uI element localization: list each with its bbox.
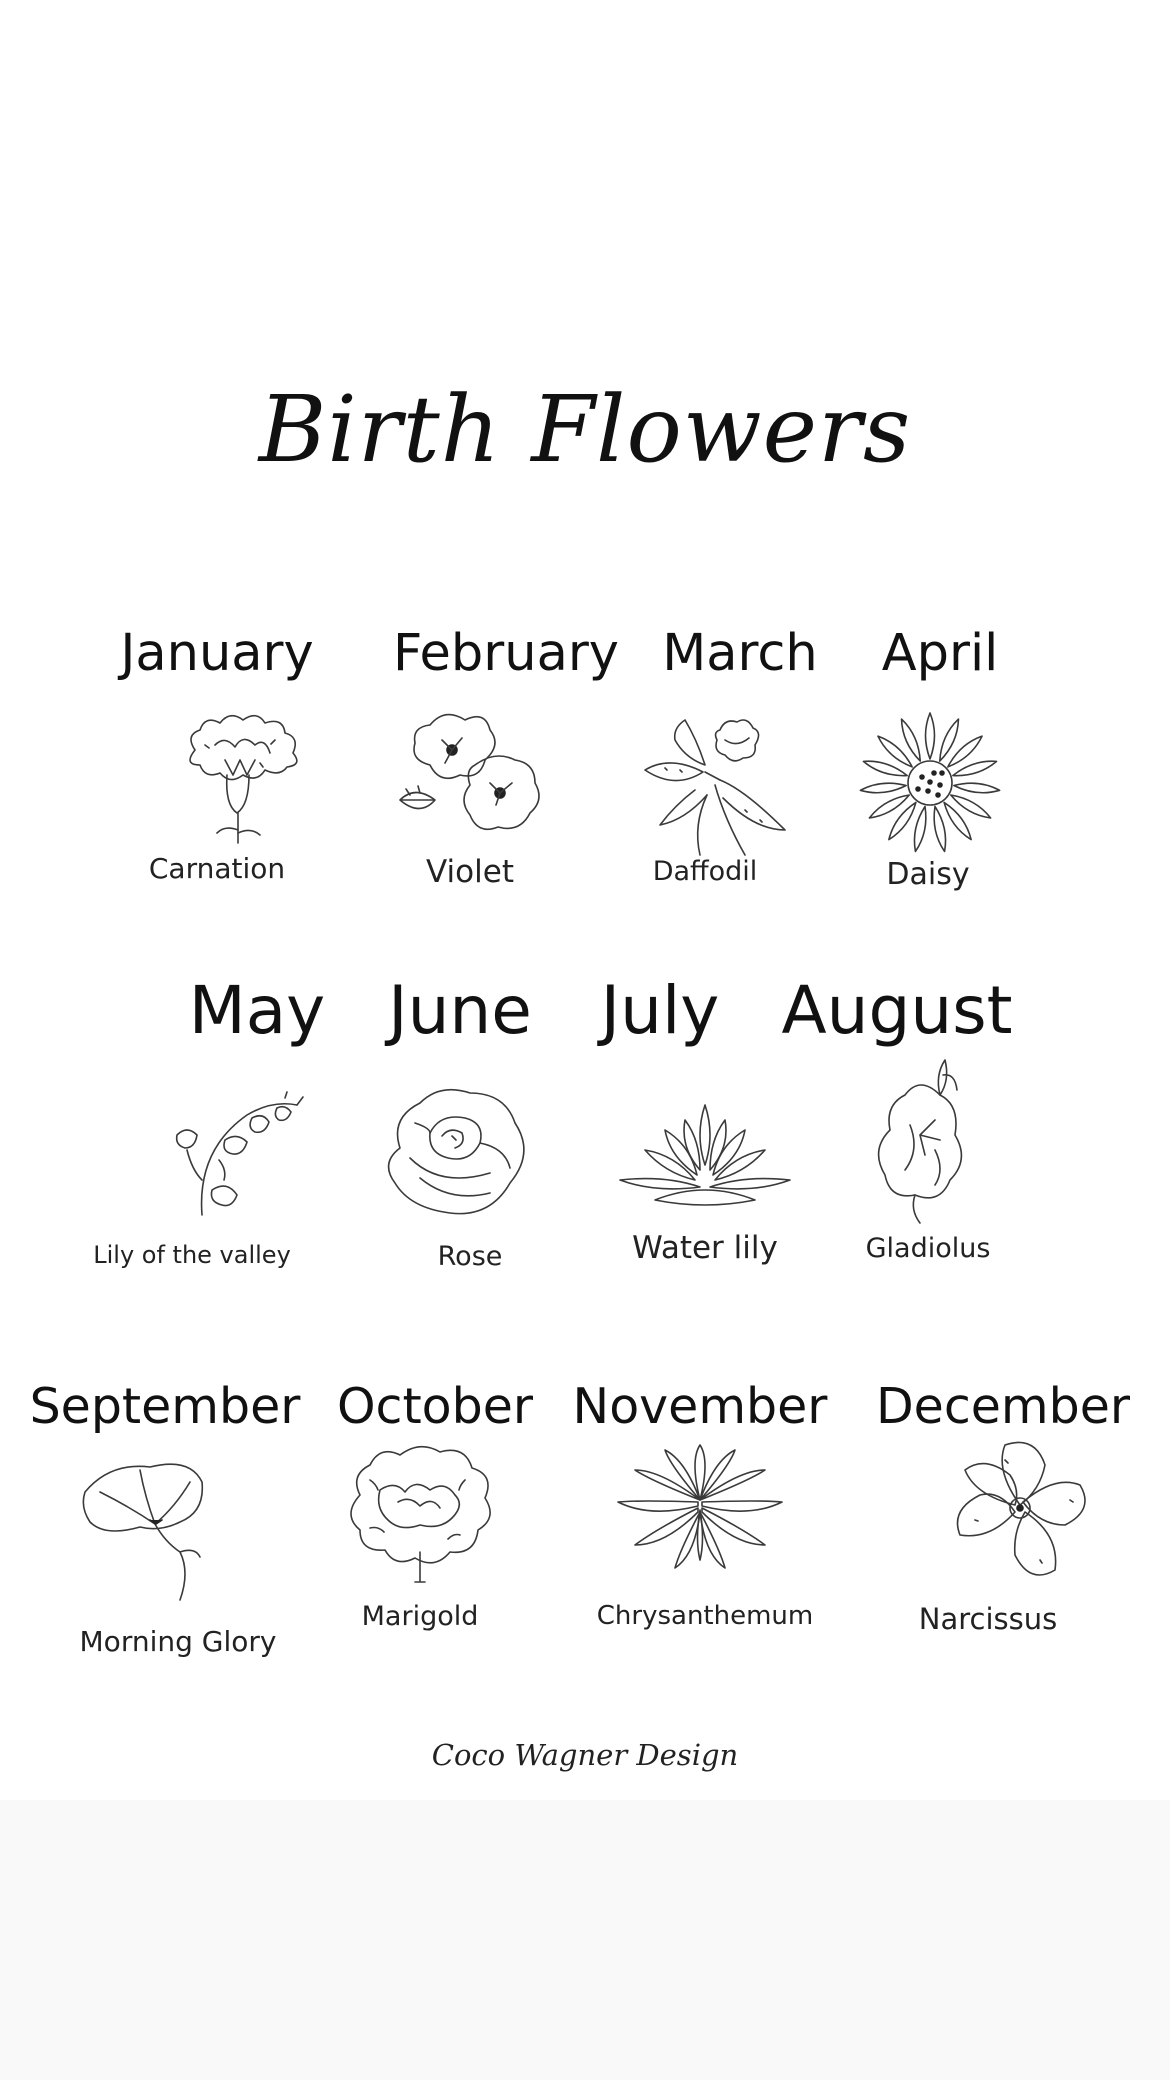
flower-name-water-lily: Water lily (632, 1230, 778, 1266)
month-label-january: January (120, 624, 314, 683)
flower-name-violet: Violet (426, 854, 514, 890)
chrysanthemum-icon (610, 1440, 790, 1575)
page-title: Birth Flowers (258, 376, 912, 483)
month-label-december: December (875, 1378, 1131, 1435)
month-label-february: February (393, 624, 619, 683)
flower-name-rose: Rose (437, 1241, 503, 1272)
lily-of-the-valley-icon (157, 1080, 307, 1220)
morning-glory-icon (80, 1452, 210, 1602)
carnation-icon (165, 705, 315, 845)
flower-name-chrysanthemum: Chrysanthemum (596, 1601, 814, 1631)
flower-name-daisy: Daisy (886, 857, 970, 892)
month-label-april: April (881, 624, 999, 683)
narcissus-icon (945, 1440, 1095, 1590)
month-label-july: July (600, 972, 720, 1049)
flower-name-lily-of-the-valley: Lily of the valley (93, 1241, 291, 1269)
month-label-november: November (572, 1378, 828, 1435)
flower-name-marigold: Marigold (361, 1601, 479, 1632)
rose-icon (370, 1078, 540, 1228)
designer-credit: Coco Wagner Design (431, 1738, 739, 1772)
water-lily-icon (615, 1085, 795, 1215)
daisy-icon (855, 708, 1005, 858)
month-label-june: June (388, 972, 532, 1049)
flower-name-carnation: Carnation (148, 852, 286, 885)
month-label-september: September (29, 1378, 301, 1435)
flower-name-narcissus: Narcissus (918, 1602, 1058, 1636)
flower-name-daffodil: Daffodil (652, 856, 758, 887)
month-label-october: October (336, 1378, 534, 1435)
marigold-icon (340, 1440, 500, 1585)
month-label-march: March (662, 624, 818, 683)
violet-icon (390, 705, 550, 855)
flower-name-gladiolus: Gladiolus (865, 1233, 991, 1264)
bottom-band (0, 1800, 1170, 2080)
month-label-august: August (781, 972, 1013, 1049)
gladiolus-icon (865, 1055, 975, 1225)
month-label-may: May (188, 972, 326, 1049)
daffodil-icon (625, 710, 795, 860)
flower-name-morning-glory: Morning Glory (79, 1625, 277, 1658)
